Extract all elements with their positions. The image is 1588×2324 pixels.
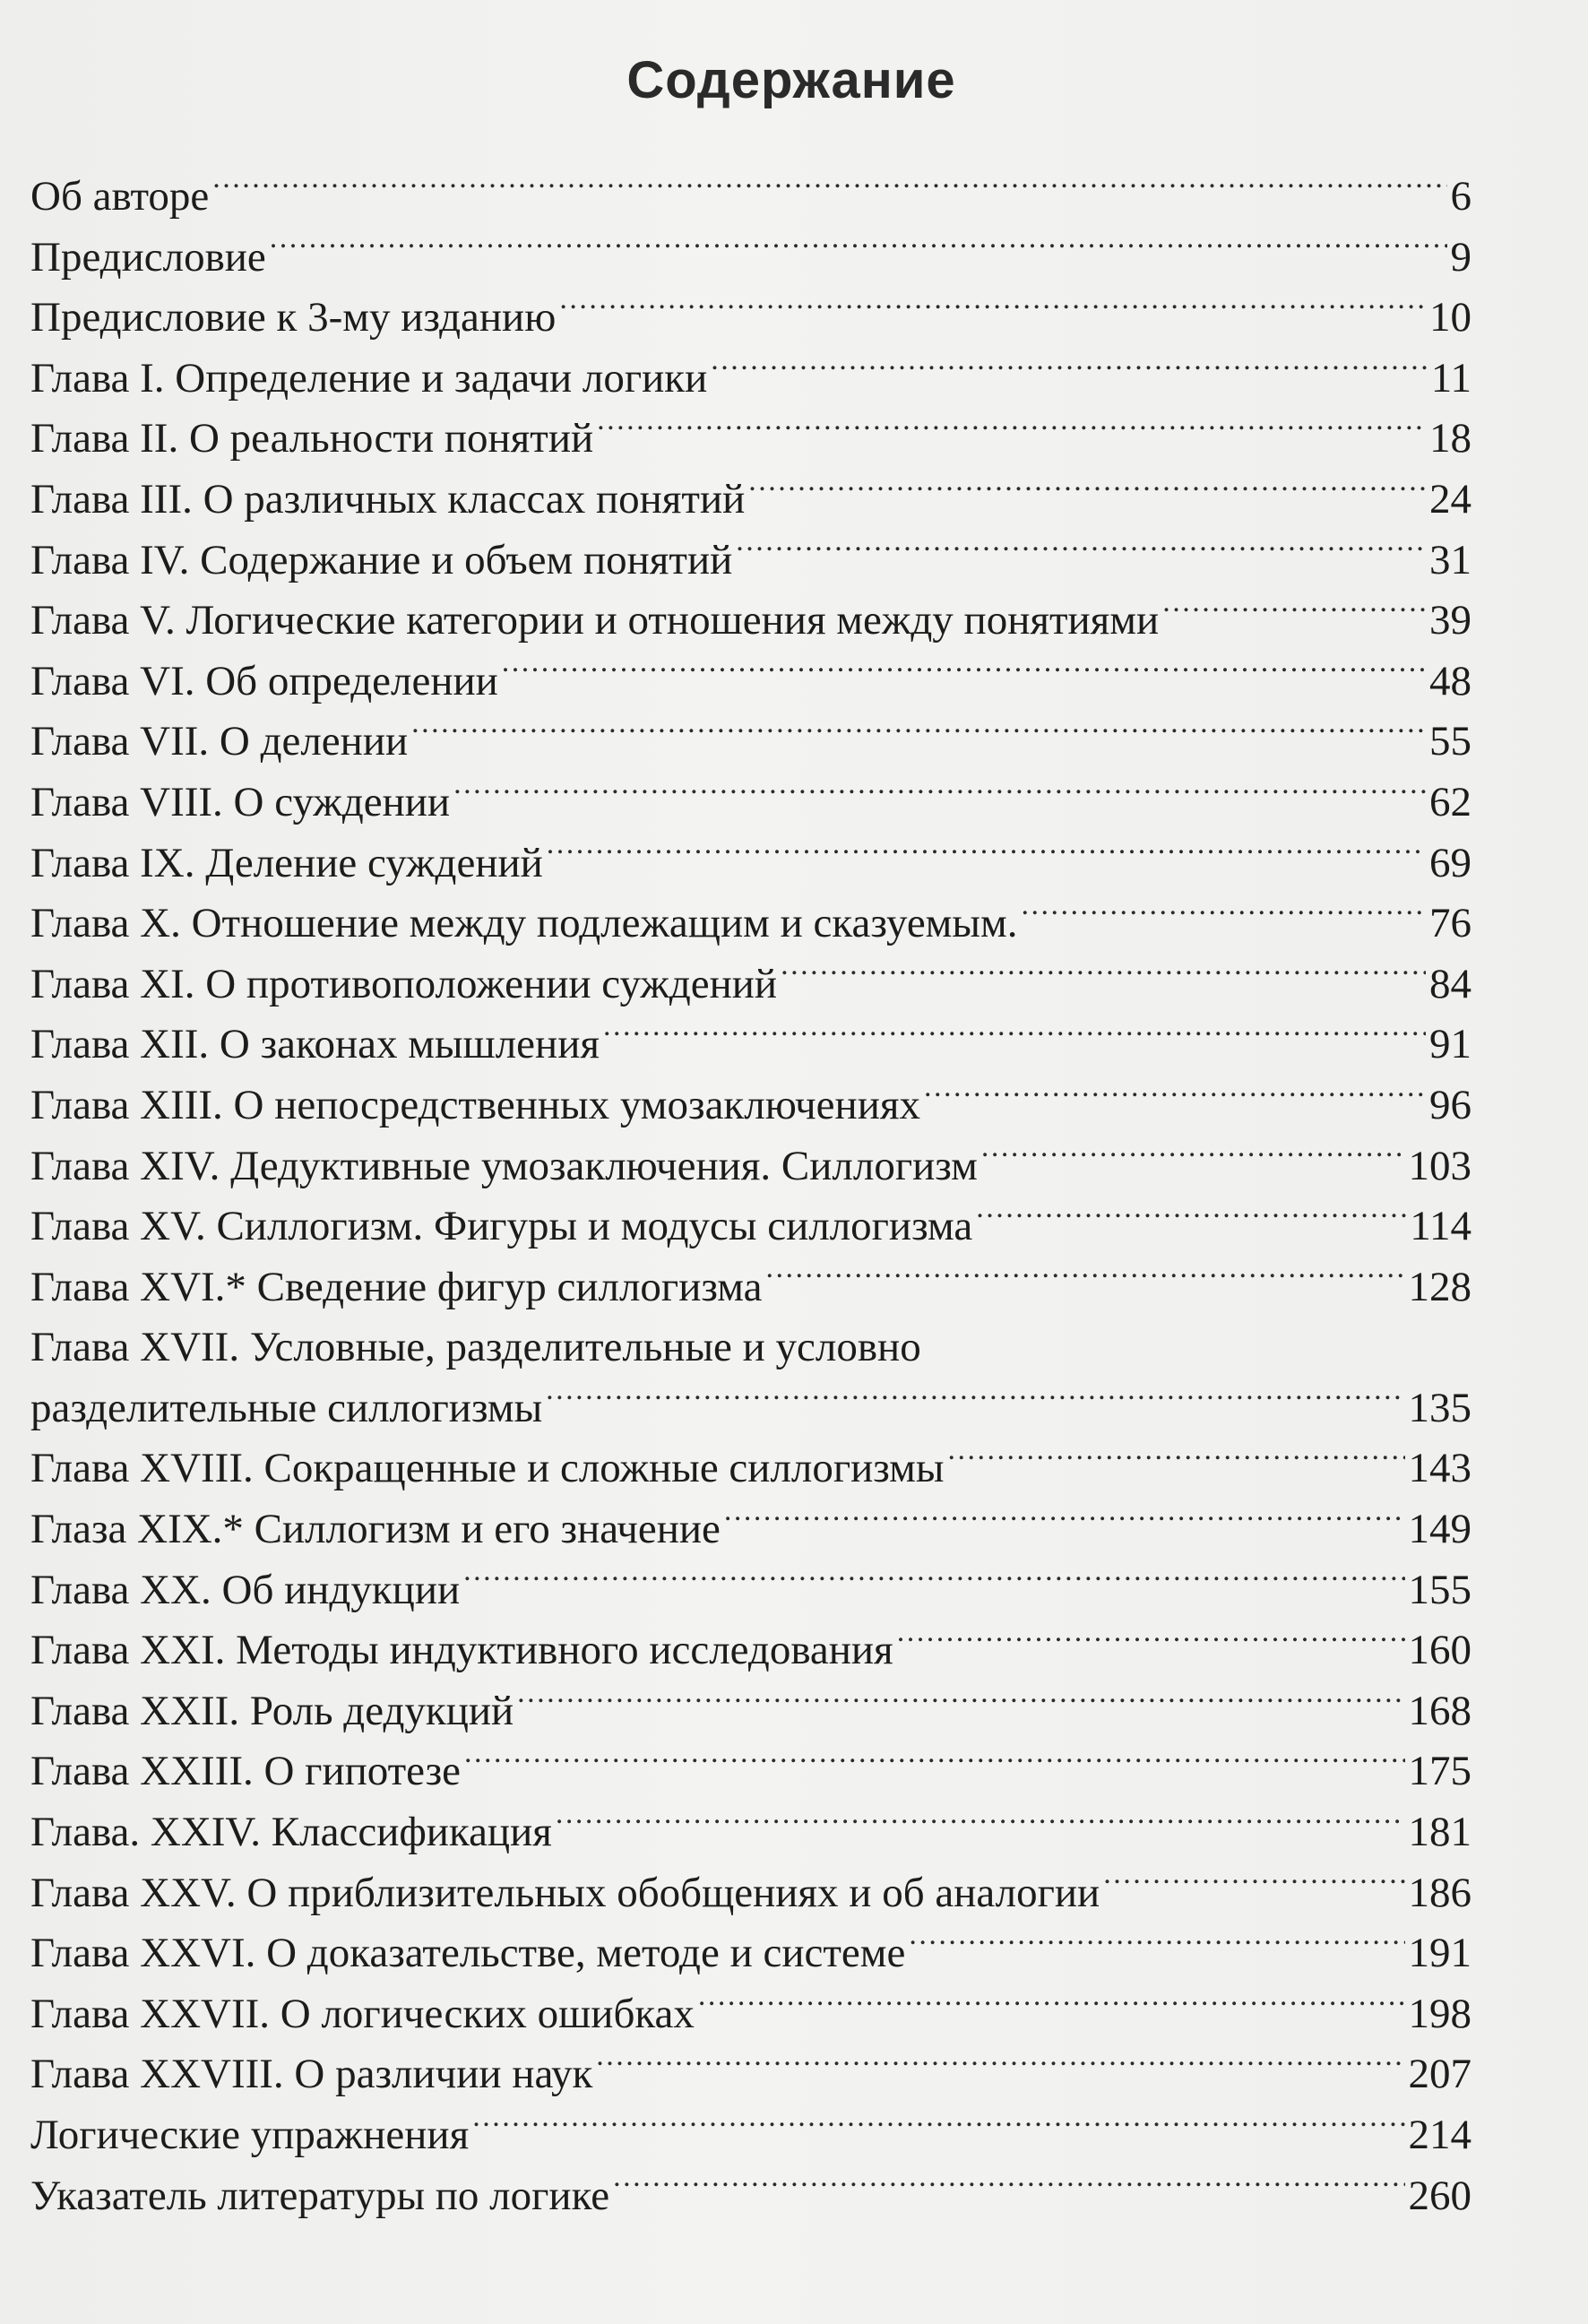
toc-page-number: 181 — [1408, 1809, 1471, 1856]
toc-entry — [30, 470, 1471, 531]
toc-leader-dots — [1162, 592, 1426, 634]
toc-page-number: 214 — [1408, 2112, 1471, 2158]
toc-page-number: 103 — [1408, 1142, 1471, 1189]
toc-entry — [30, 1136, 1471, 1197]
page-title: Содержание — [626, 51, 956, 109]
toc-entry — [30, 1197, 1471, 1257]
toc-page-number: 128 — [1408, 1263, 1471, 1310]
toc-entry-label: Глава XI. О противоположении суждений — [30, 960, 778, 1007]
toc-entry-label: Предисловие к 3-му изданию — [30, 294, 557, 341]
toc-leader-dots — [463, 1561, 1404, 1603]
toc-leader-dots — [472, 2106, 1404, 2148]
toc-entry — [30, 409, 1471, 470]
toc-entry-label: Глава XXIII. О гипотезе — [30, 1748, 462, 1795]
toc-page-number: 175 — [1408, 1748, 1471, 1795]
toc-page-number: 198 — [1408, 1990, 1471, 2037]
table-of-contents — [30, 167, 1471, 2226]
toc-entry-label: Глава XXVII. О логических ошибках — [30, 1990, 695, 2037]
toc-entry — [30, 1923, 1471, 1984]
toc-page-number: 155 — [1408, 1566, 1471, 1613]
toc-entry-label: Глава XVII. Условные, разделительные и условно — [30, 1324, 921, 1371]
toc-page-number: 96 — [1429, 1081, 1471, 1128]
toc-entry-label: Глава XIV. Дедуктивные умозаключения. Силлогизм — [30, 1142, 978, 1189]
toc-page-number: 143 — [1408, 1445, 1471, 1492]
toc-leader-dots — [603, 1015, 1426, 1058]
toc-entry-label: Глава VIII. О суждении — [30, 778, 451, 825]
toc-entry — [30, 652, 1471, 713]
toc-page-number: 31 — [1429, 536, 1471, 583]
toc-leader-dots — [502, 652, 1426, 695]
toc-entry — [30, 955, 1471, 1015]
toc-leader-dots — [924, 1076, 1426, 1119]
toc-entry-label: Глава XX. Об индукции — [30, 1566, 461, 1613]
toc-leader-dots — [781, 955, 1426, 998]
toc-leader-dots — [1103, 1864, 1404, 1906]
toc-entry — [30, 167, 1471, 228]
toc-entry — [30, 834, 1471, 894]
toc-leader-dots — [724, 1500, 1405, 1542]
toc-entry-label: Глава IV. Содержание и объем понятий — [30, 536, 733, 583]
toc-leader-dots — [559, 289, 1426, 331]
toc-page-number: 114 — [1410, 1203, 1471, 1250]
toc-leader-dots — [948, 1439, 1405, 1482]
toc-page-number: 260 — [1408, 2172, 1471, 2219]
toc-leader-dots — [556, 1803, 1405, 1845]
toc-entry — [30, 1257, 1471, 1318]
toc-page-number: 168 — [1408, 1687, 1471, 1734]
toc-entry — [30, 1318, 1471, 1378]
toc-page-number: 149 — [1408, 1506, 1471, 1553]
toc-entry — [30, 2105, 1471, 2166]
toc-entry — [30, 591, 1471, 652]
toc-leader-dots — [981, 1137, 1405, 1179]
toc-entry — [30, 1076, 1471, 1136]
toc-entry — [30, 773, 1471, 834]
toc-leader-dots — [1022, 894, 1427, 937]
toc-entry — [30, 1681, 1471, 1742]
toc-page-number: 24 — [1429, 475, 1471, 523]
toc-entry-label: Глаза XIX.* Силлогизм и его значение — [30, 1506, 721, 1553]
toc-entry-label: Предисловие — [30, 233, 266, 281]
toc-entry-label: Глава XIII. О непосредственных умозаключениях — [30, 1081, 920, 1128]
toc-entry-label: Глава IX. Деление суждений — [30, 839, 543, 886]
toc-leader-dots — [897, 1621, 1405, 1663]
toc-entry-label: Глава VI. Об определении — [30, 657, 498, 704]
toc-leader-dots — [270, 229, 1447, 271]
toc-entry — [30, 349, 1471, 410]
toc-leader-dots — [736, 531, 1426, 574]
toc-entry — [30, 1378, 1471, 1439]
toc-page-number: 62 — [1429, 778, 1471, 825]
toc-page-number: 10 — [1429, 294, 1471, 341]
toc-entry-label: Глава XVIII. Сокращенные и сложные силлогизмы — [30, 1445, 945, 1492]
toc-entry — [30, 531, 1471, 592]
toc-leader-dots — [711, 350, 1427, 392]
toc-entry — [30, 1620, 1471, 1681]
toc-entry — [30, 1802, 1471, 1863]
toc-entry-label: Указатель литературы по логике — [30, 2172, 610, 2219]
toc-page-number: 9 — [1450, 233, 1471, 281]
toc-entry — [30, 1984, 1471, 2045]
toc-entry-label: Глава XXVI. О доказательстве, методе и системе — [30, 1930, 906, 1977]
toc-entry — [30, 1015, 1471, 1076]
toc-entry-label: Глава III. О различных классах понятий — [30, 475, 746, 523]
toc-entry-label: Об авторе — [30, 173, 210, 220]
toc-entry — [30, 1741, 1471, 1802]
toc-leader-dots — [411, 713, 1426, 755]
toc-page-number: 207 — [1408, 2051, 1471, 2098]
toc-entry-label: Глава XXV. О приблизительных обобщениях и об аналогии — [30, 1869, 1100, 1916]
toc-leader-dots — [547, 834, 1426, 877]
toc-entry-label: Глава XXVIII. О различии наук — [30, 2051, 593, 2098]
toc-leader-dots — [517, 1682, 1404, 1724]
toc-entry-label: Глава XV. Силлогизм. Фигуры и модусы силлогизма — [30, 1203, 973, 1250]
toc-leader-dots — [464, 1742, 1404, 1784]
toc-entry-label: Глава XII. О законах мышления — [30, 1021, 600, 1068]
toc-leader-dots — [748, 471, 1426, 513]
toc-leader-dots — [766, 1258, 1405, 1300]
toc-entry-label: разделительные силлогизмы — [30, 1384, 543, 1431]
toc-page-number: 84 — [1429, 960, 1471, 1007]
toc-leader-dots — [976, 1197, 1406, 1240]
toc-entry-label: Глава I. Определение и задачи логики — [30, 354, 708, 402]
toc-leader-dots — [613, 2167, 1404, 2209]
toc-entry — [30, 1499, 1471, 1560]
toc-entry — [30, 1560, 1471, 1621]
toc-page-number: 39 — [1429, 597, 1471, 644]
toc-entry-label: Глава II. О реальности понятий — [30, 415, 594, 462]
toc-leader-dots — [212, 168, 1446, 210]
toc-page-number: 76 — [1429, 900, 1471, 947]
toc-entry — [30, 1438, 1471, 1499]
toc-entry-label: Глава XXI. Методы индуктивного исследования — [30, 1627, 893, 1674]
toc-page-number: 18 — [1429, 415, 1471, 462]
toc-page-number: 191 — [1408, 1930, 1471, 1977]
toc-entry — [30, 894, 1471, 955]
toc-entry-label: Глава XXII. Роль дедукций — [30, 1687, 514, 1734]
toc-entry — [30, 228, 1471, 289]
toc-leader-dots — [546, 1379, 1404, 1421]
toc-entry — [30, 712, 1471, 773]
toc-entry — [30, 2044, 1471, 2105]
toc-entry-label: Глава V. Логические категории и отношения между понятиями — [30, 597, 1160, 644]
toc-leader-dots — [596, 2045, 1404, 2087]
toc-leader-dots — [698, 1985, 1405, 2027]
toc-page-number: 135 — [1408, 1384, 1471, 1431]
toc-page-number: 69 — [1429, 839, 1471, 886]
toc-entry — [30, 288, 1471, 349]
toc-page-number: 91 — [1429, 1021, 1471, 1068]
toc-entry-label: Глава VII. О делении — [30, 718, 409, 765]
toc-leader-dots — [453, 773, 1426, 816]
toc-page-number: 6 — [1450, 173, 1471, 220]
toc-entry-label: Глава XVI.* Сведение фигур силлогизма — [30, 1263, 763, 1310]
toc-page-number: 48 — [1429, 657, 1471, 704]
toc-page-number: 55 — [1429, 718, 1471, 765]
toc-page-number: 186 — [1408, 1869, 1471, 1916]
toc-entry — [30, 1863, 1471, 1924]
toc-entry-label: Глава X. Отношение между подлежащим и сказуемым. — [30, 900, 1018, 947]
toc-page-number: 160 — [1408, 1627, 1471, 1674]
toc-leader-dots — [909, 1924, 1404, 1966]
toc-leader-dots — [597, 410, 1426, 452]
toc-entry — [30, 2166, 1471, 2227]
toc-page-number: 11 — [1430, 354, 1471, 402]
toc-entry-label: Логические упражнения — [30, 2112, 470, 2158]
toc-entry-label: Глава. XXIV. Классификация — [30, 1809, 552, 1856]
